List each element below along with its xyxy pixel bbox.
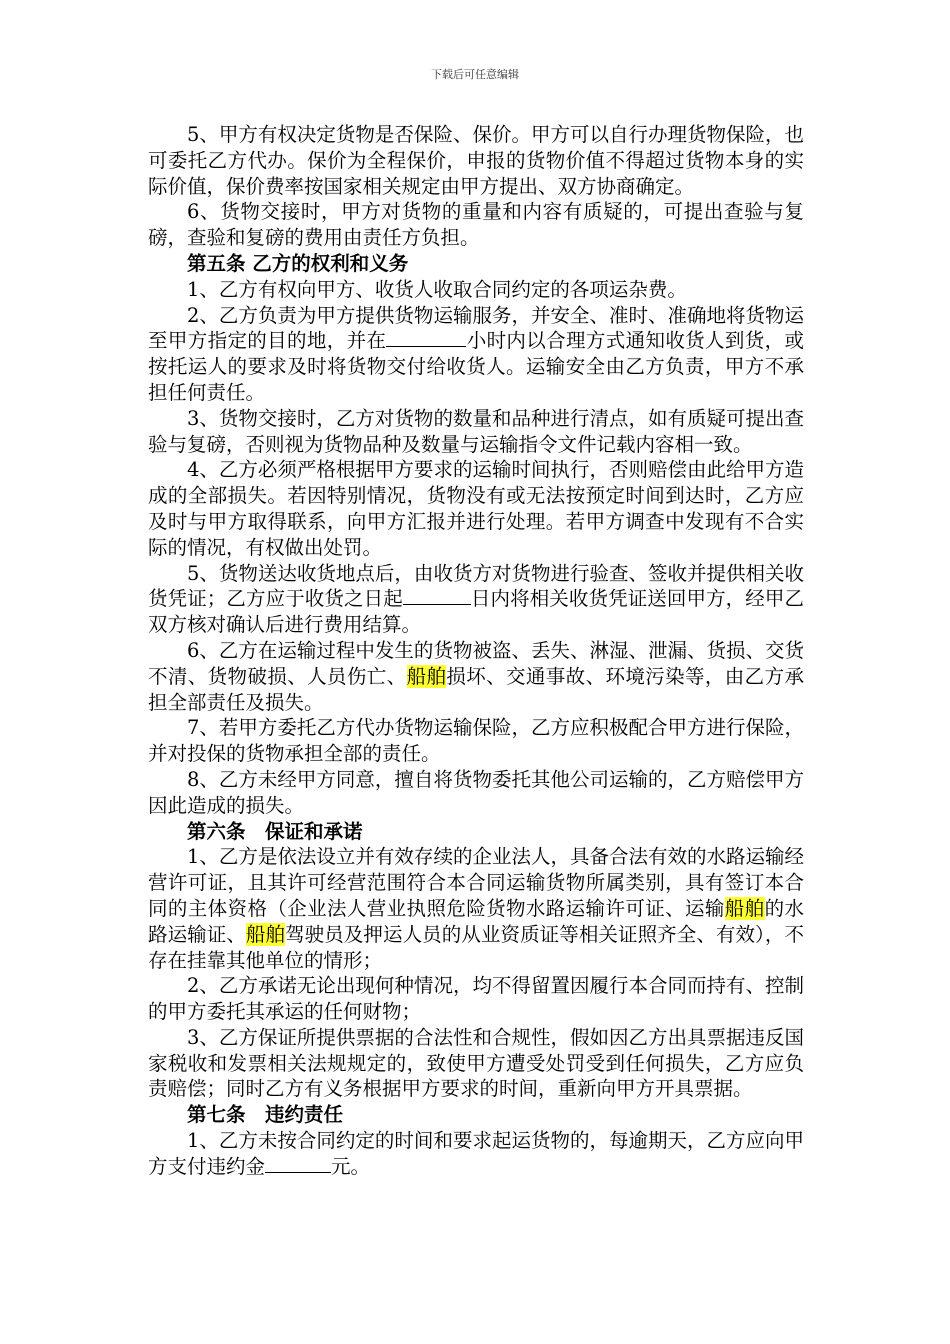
text-span: 的水路运输证、 xyxy=(148,896,804,946)
fill-blank-days xyxy=(403,586,471,605)
fill-blank-hours xyxy=(386,328,466,347)
text-span: 2、乙方负责为甲方提供货物运输服务，并安全、准时、准确地将货物运至甲方指定的目的地，并在 xyxy=(148,303,804,353)
clause-4-item-5: 5、甲方有权决定货物是否保险、保价。甲方可以自行办理货物保险，也可委托乙方代办。保价为全程保价，申报的货物价值不得超过货物本身的实际价值，保价费率按国家相关规定由甲方提出、双方协商确定。 xyxy=(148,123,804,198)
section-heading-5: 第五条 乙方的权利和义务 xyxy=(187,251,409,275)
clause-5-item-4: 4、乙方必须严格根据甲方要求的运输时间执行，否则赔偿由此给甲方造成的全部损失。若因特别情况，货物没有或无法按预定时间到达时，乙方应及时与甲方取得联系，向甲方汇报并进行处理。若甲方调查中发现有不合实际的情况，有权做出处罚。 xyxy=(148,458,804,559)
clause-5-item-6 xyxy=(148,638,804,715)
highlighted-term: 船舶 xyxy=(245,922,286,946)
clause-7-item-1 xyxy=(148,1128,804,1180)
text-span: 小时内以合理方式通知收货人到货，或按托运人的要求及时将货物交付给收货人。运输安全由乙方负责，甲方不承担任何责任。 xyxy=(148,329,804,404)
clause-5-item-1: 1、乙方有权向甲方、收货人收取合同约定的各项运杂费。 xyxy=(187,277,687,301)
text-span: 损坏、交通事故、环境污染等，由乙方承担全部责任及损失。 xyxy=(148,664,804,714)
text-span: 日内将相关收货凭证送回甲方，经甲乙双方核对确认后进行费用结算。 xyxy=(148,587,804,637)
clause-6-item-2: 2、乙方承诺无论出现何种情况，均不得留置因履行本合同而持有、控制的甲方委托其承运的任何财物； xyxy=(148,974,804,1024)
highlighted-term: 船舶 xyxy=(406,664,447,688)
text-span: 元。 xyxy=(331,1154,371,1178)
clause-5-item-2 xyxy=(148,303,804,406)
highlighted-term: 船舶 xyxy=(724,896,765,920)
clause-5-item-5 xyxy=(148,561,804,638)
page-header: 下载后可任意编辑 xyxy=(431,68,519,81)
clause-4-item-6: 6、货物交接时，甲方对货物的重量和内容有质疑的，可提出查验与复磅，查验和复磅的费用由责任方负担。 xyxy=(148,200,804,250)
text-span: 1、乙方是依法设立并有效存续的企业法人，具备合法有效的水路运输经营许可证，且其许可经营范围符合本合同运输货物所属类别，具有签订本合同的主体资格（企业法人营业执照危险货物水路运输许可证、运输 xyxy=(148,845,804,920)
document-body xyxy=(148,122,804,1180)
clause-5-item-7: 7、若甲方委托乙方代办货物运输保险，乙方应积极配合甲方进行保险，并对投保的货物承担全部的责任。 xyxy=(148,716,804,766)
text-span: 6、乙方在运输过程中发生的货物被盗、丢失、淋湿、泄漏、货损、交货不清、货物破损、人员伤亡、 xyxy=(148,638,804,688)
clause-5-item-3: 3、货物交接时，乙方对货物的数量和品种进行清点，如有质疑可提出查验与复磅，否则视为货物品种及数量与运输指令文件记载内容相一致。 xyxy=(148,406,804,456)
text-span: 驾驶员及押运人员的从业资质证等相关证照齐全、有效），不存在挂靠其他单位的情形； xyxy=(148,922,804,972)
text-span: 1、乙方未按合同约定的时间和要求起运货物的，每逾期天，乙方应向甲方支付违约金 xyxy=(148,1129,804,1178)
section-heading-6: 第六条 保证和承诺 xyxy=(187,819,363,843)
text-span: 5、货物送达收货地点后，由收货方对货物进行验查、签收并提供相关收货凭证；乙方应于收货之日起 xyxy=(148,561,804,611)
fill-blank-penalty xyxy=(265,1154,331,1173)
clause-5-item-8: 8、乙方未经甲方同意，擅自将货物委托其他公司运输的，乙方赔偿甲方因此造成的损失。 xyxy=(148,767,804,817)
clause-6-item-1 xyxy=(148,844,804,973)
clause-6-item-3: 3、乙方保证所提供票据的合法性和合规性，假如因乙方出具票据违反国家税收和发票相关法规规定的，致使甲方遭受处罚受到任何损失，乙方应负责赔偿；同时乙方有义务根据甲方要求的时间，重新向甲方开具票据。 xyxy=(148,1025,804,1101)
section-heading-7: 第七条 违约责任 xyxy=(187,1103,344,1127)
